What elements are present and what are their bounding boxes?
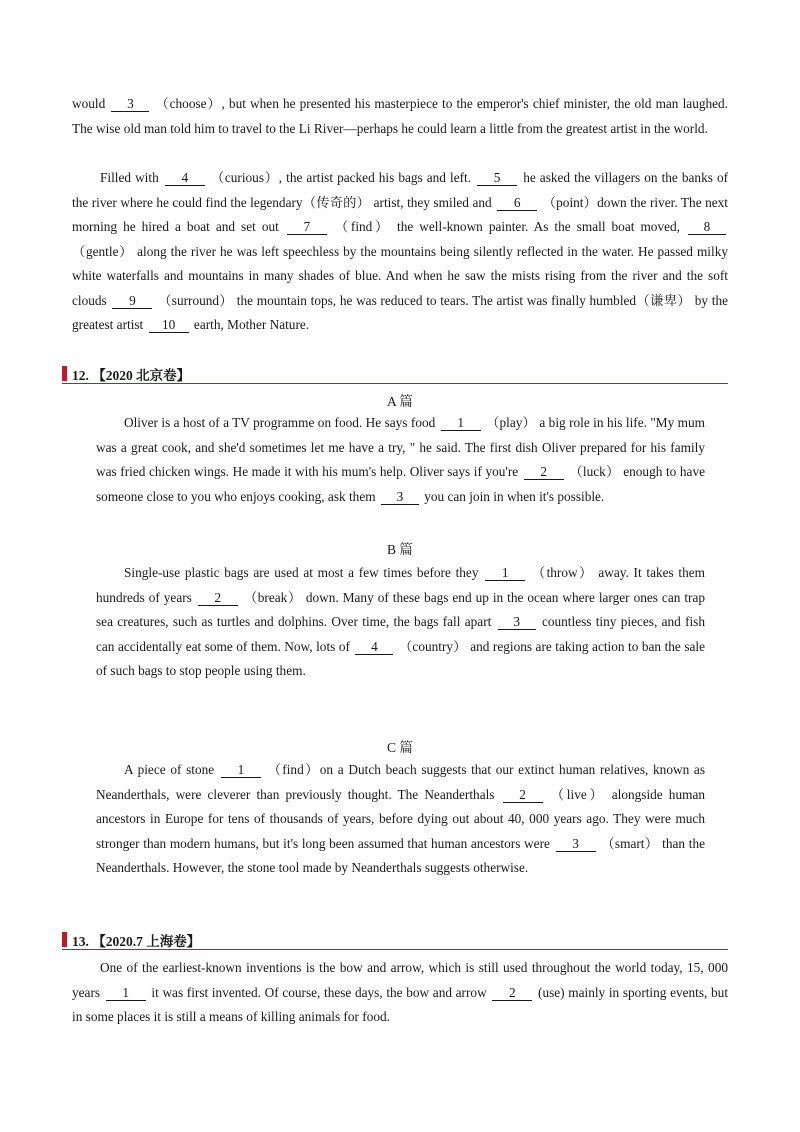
- text: countless tiny pieces, and fish can accidentally eat some of them. Now, lots of: [96, 614, 706, 654]
- answer-blank-c3[interactable]: 3: [556, 836, 596, 852]
- text: （break） down. Many of these bags end up in the ocean where larger ones can trap sea creatures, such as turtles and dolphins. Over time, the bags fall apart: [96, 589, 706, 629]
- answer-blank-a3[interactable]: 3: [381, 489, 419, 505]
- text: （choose）, but when he presented his masterpiece to the emperor's chief minister, the old man laughed. The wise old man told him to travel to the Li River—perhaps he could learn a little from the greatest artist in the world.: [72, 96, 729, 136]
- section-marker: [62, 366, 67, 381]
- answer-blank-8[interactable]: 8: [688, 219, 726, 235]
- section-13-paragraph: [72, 956, 728, 1030]
- section-header-13: [62, 929, 728, 950]
- answer-blank-a2[interactable]: 2: [524, 464, 564, 480]
- section-title: 12. 【2020 北京卷】: [72, 368, 191, 383]
- text: （point）down the river. The next morning he hired a boat and set out: [72, 194, 728, 234]
- text: （play） a big role in his life. "My mum was a great cook, and she'd sometimes let me have a try, " he said. The first dish Oliver prepared for his family was fried chicken wings. He made it with his mum's help. Oliver says if you're: [96, 415, 706, 479]
- answer-blank-a1[interactable]: 1: [441, 415, 481, 431]
- answer-blank-13-2[interactable]: 2: [492, 985, 532, 1001]
- answer-blank-10[interactable]: 10: [149, 317, 189, 333]
- text: （smart） than the Neanderthals. However, the stone tool made by Neanderthals suggests otherwise.: [96, 835, 705, 875]
- part-c-paragraph: [96, 758, 705, 881]
- section-header-12: [62, 363, 728, 384]
- answer-blank-7[interactable]: 7: [287, 219, 327, 235]
- part-b-heading: B 篇: [387, 542, 413, 557]
- text: would: [72, 96, 106, 111]
- answer-blank-5[interactable]: 5: [477, 170, 517, 186]
- text: （find）on a Dutch beach suggests that our extinct human relatives, known as Neanderthals, were cleverer than previously thought. The Neanderthals: [96, 762, 706, 802]
- text: Oliver is a host of a TV programme on food. He says food: [124, 415, 436, 430]
- text: A piece of stone: [124, 762, 215, 777]
- text: （find） the well-known painter. As the small boat moved,: [334, 219, 680, 234]
- answer-blank-9[interactable]: 9: [112, 293, 152, 309]
- text: earth, Mother Nature.: [193, 317, 310, 332]
- text: （gentle） along the river he was left speechless by the mountains being silently reflected in the water. He passed milky white waterfalls and mountains in many shades of blue. And when he saw the mists rising from the river and the soft clouds: [72, 243, 728, 308]
- answer-blank-b4[interactable]: 4: [355, 639, 393, 655]
- text: Filled with: [100, 170, 159, 185]
- answer-blank-c1[interactable]: 1: [221, 762, 261, 778]
- text: you can join in when it's possible.: [424, 488, 605, 504]
- answer-blank-13-1[interactable]: 1: [106, 985, 146, 1001]
- answer-blank-b3[interactable]: 3: [498, 614, 536, 630]
- text: it was first invented. Of course, these days, the bow and arrow: [151, 984, 487, 1000]
- part-a-heading: A 篇: [387, 394, 413, 409]
- text: （country） and regions are taking action to ban the sale of such bags to stop people using them.: [96, 638, 706, 678]
- text: （curious）, the artist packed his bags and left.: [210, 170, 472, 185]
- answer-blank-c2[interactable]: 2: [503, 787, 543, 803]
- answer-blank-4[interactable]: 4: [165, 170, 205, 186]
- section-title: 13. 【2020.7 上海卷】: [72, 934, 201, 949]
- text: （surround） the mountain tops, he was reduced to tears. The artist was finally humbled（谦卑） by the greatest artist: [72, 292, 729, 332]
- answer-blank-6[interactable]: 6: [497, 195, 537, 211]
- answer-blank-b1[interactable]: 1: [485, 565, 525, 581]
- continuation-paragraph: [72, 92, 728, 141]
- text: he asked the villagers on the banks of the river where he could find the legendary（传奇的） artist, they smiled and: [72, 170, 729, 210]
- story-paragraph: [72, 166, 728, 338]
- part-a-paragraph: [96, 411, 705, 509]
- section-marker: [62, 932, 67, 947]
- text: Single-use plastic bags are used at most a few times before they: [124, 565, 479, 580]
- part-b-paragraph: [96, 561, 705, 684]
- part-c-heading: C 篇: [387, 740, 413, 755]
- text: One of the earliest-known inventions is the bow and arrow, which is still used throughout the world today, 15, 000 years: [72, 960, 728, 1000]
- text: （throw） away. It takes them hundreds of years: [96, 565, 705, 605]
- answer-blank-b2[interactable]: 2: [198, 590, 238, 606]
- answer-blank-3[interactable]: 3: [111, 96, 149, 112]
- text: (use) mainly in sporting events, but in some places it is still a means of killing animals for food.: [72, 984, 729, 1024]
- text: （live） alongside human ancestors in Europe for tens of thousands of years, before dying out about 40, 000 years ago. They were much stronger than modern humans, but it's long been assumed that human ancestors were: [96, 786, 705, 851]
- text: （luck） enough to have someone close to you who enjoys cooking, ask them: [96, 464, 706, 504]
